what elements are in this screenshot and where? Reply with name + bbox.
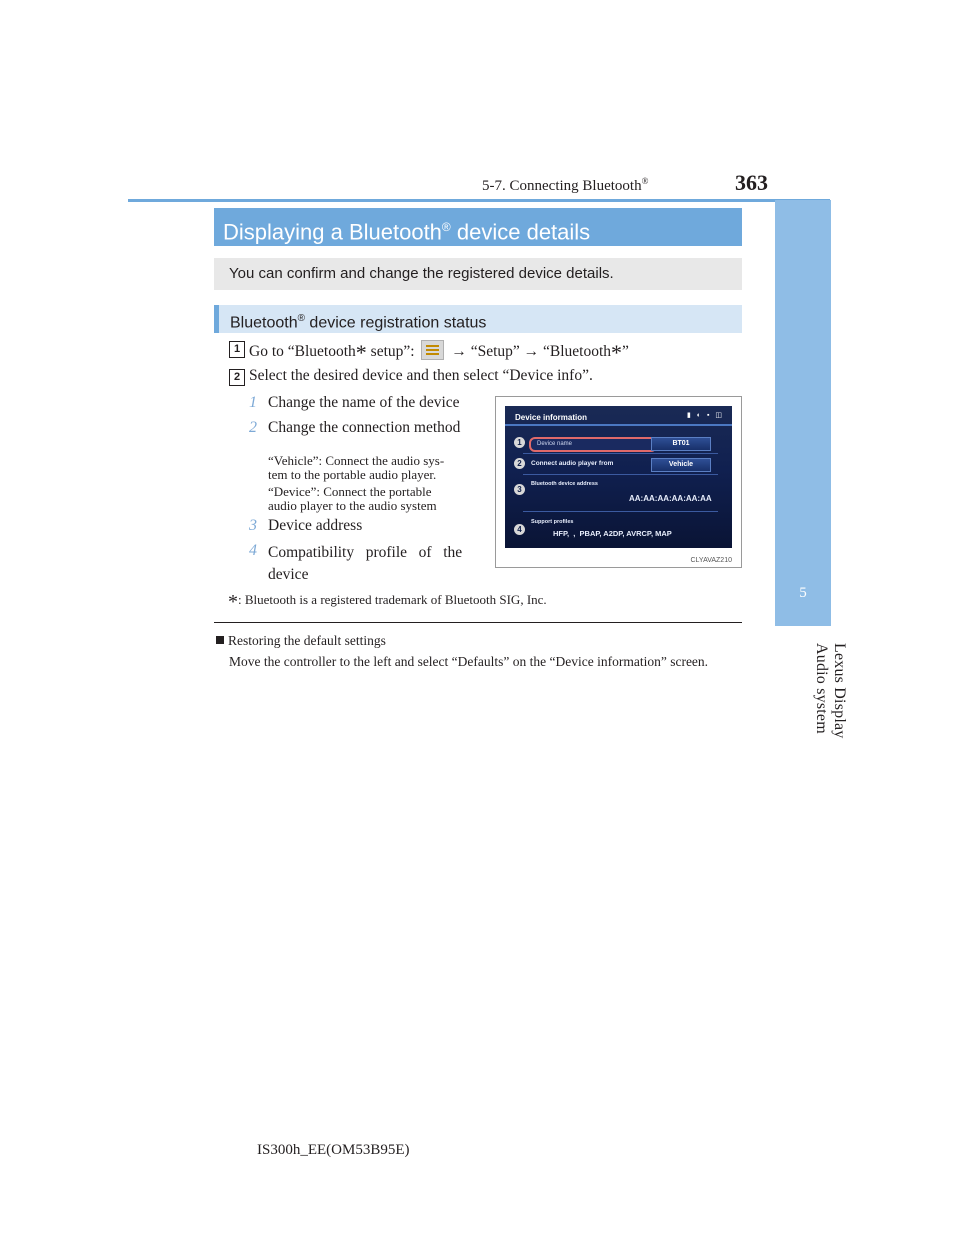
screen-title: Device information	[515, 413, 588, 422]
screen-callout-2: 2	[514, 458, 525, 469]
chapter-title: Lexus Display Audio system	[813, 643, 848, 739]
status-icons: ▮ ◐ ▪ ◫	[686, 412, 724, 419]
intro-text: You can confirm and change the registered device details.	[214, 258, 742, 290]
screen-callout-4: 4	[514, 524, 525, 535]
step-badge-2: 2	[229, 369, 245, 386]
support-profiles-label: Support profiles	[531, 519, 574, 525]
manual-code: IS300h_EE(OM53B95E)	[257, 1142, 410, 1158]
header-rule	[128, 199, 830, 202]
note-vehicle: “Vehicle”: Connect the audio sys- tem to the portable audio player.	[268, 453, 445, 482]
device-address-value: AA:AA:AA:AA:AA:AA	[629, 494, 712, 503]
screen-callout-1: 1	[514, 437, 525, 448]
restore-defaults-body: Move the controller to the left and select “Defaults” on the “Device information” screen.	[229, 654, 709, 669]
bullet-square-icon	[216, 636, 224, 644]
step-badge-1: 1	[229, 341, 245, 358]
legend-number-2: 2	[249, 419, 257, 436]
chapter-number: 5	[799, 585, 807, 601]
image-caption: CLYAVAZ210	[690, 557, 732, 564]
step-1-text: Go to “Bluetooth* setup”: → “Setup” → “Bluetooth*”	[249, 340, 629, 365]
footnote: *: Bluetooth is a registered trademark of Bluetooth SIG, Inc.	[228, 591, 547, 613]
header-section-title: 5-7. Connecting Bluetooth®	[482, 176, 649, 194]
menu-icon	[421, 340, 444, 360]
legend-text-1: Change the name of the device	[268, 394, 460, 411]
screen-title-bar	[505, 424, 732, 426]
legend-text-4: Compatibility profile of the device	[268, 544, 463, 583]
device-address-label: Bluetooth device address	[531, 481, 598, 487]
page-number: 363	[735, 170, 768, 195]
legend-number-4: 4	[249, 542, 257, 559]
connect-from-value[interactable]: Vehicle	[651, 458, 711, 472]
legend-text-3: Device address	[268, 517, 363, 534]
chapter-side-tab	[775, 200, 831, 626]
screen-callout-3: 3	[514, 484, 525, 495]
device-name-value[interactable]: BT01	[651, 437, 711, 451]
restore-defaults-title: Restoring the default settings	[216, 633, 386, 649]
sub-heading: Bluetooth® device registration status	[214, 305, 742, 333]
support-profiles-value: HFP, , PBAP, A2DP, AVRCP, MAP	[553, 529, 672, 538]
step-2-text: Select the desired device and then select “Device info”.	[249, 367, 593, 384]
connect-from-label: Connect audio player from	[531, 460, 614, 467]
legend-number-3: 3	[249, 517, 257, 534]
device-name-field[interactable]: Device name	[529, 437, 657, 452]
note-device: “Device”: Connect the portable audio player to the audio system	[268, 484, 437, 513]
footnote-rule	[214, 622, 742, 623]
legend-text-2: Change the connection method	[268, 419, 461, 436]
row-divider	[523, 511, 718, 512]
legend-number-1: 1	[249, 394, 257, 411]
row-divider	[523, 453, 718, 454]
device-information-screenshot	[495, 396, 742, 568]
section-heading: Displaying a Bluetooth® device details	[214, 208, 742, 246]
row-divider	[523, 474, 718, 475]
